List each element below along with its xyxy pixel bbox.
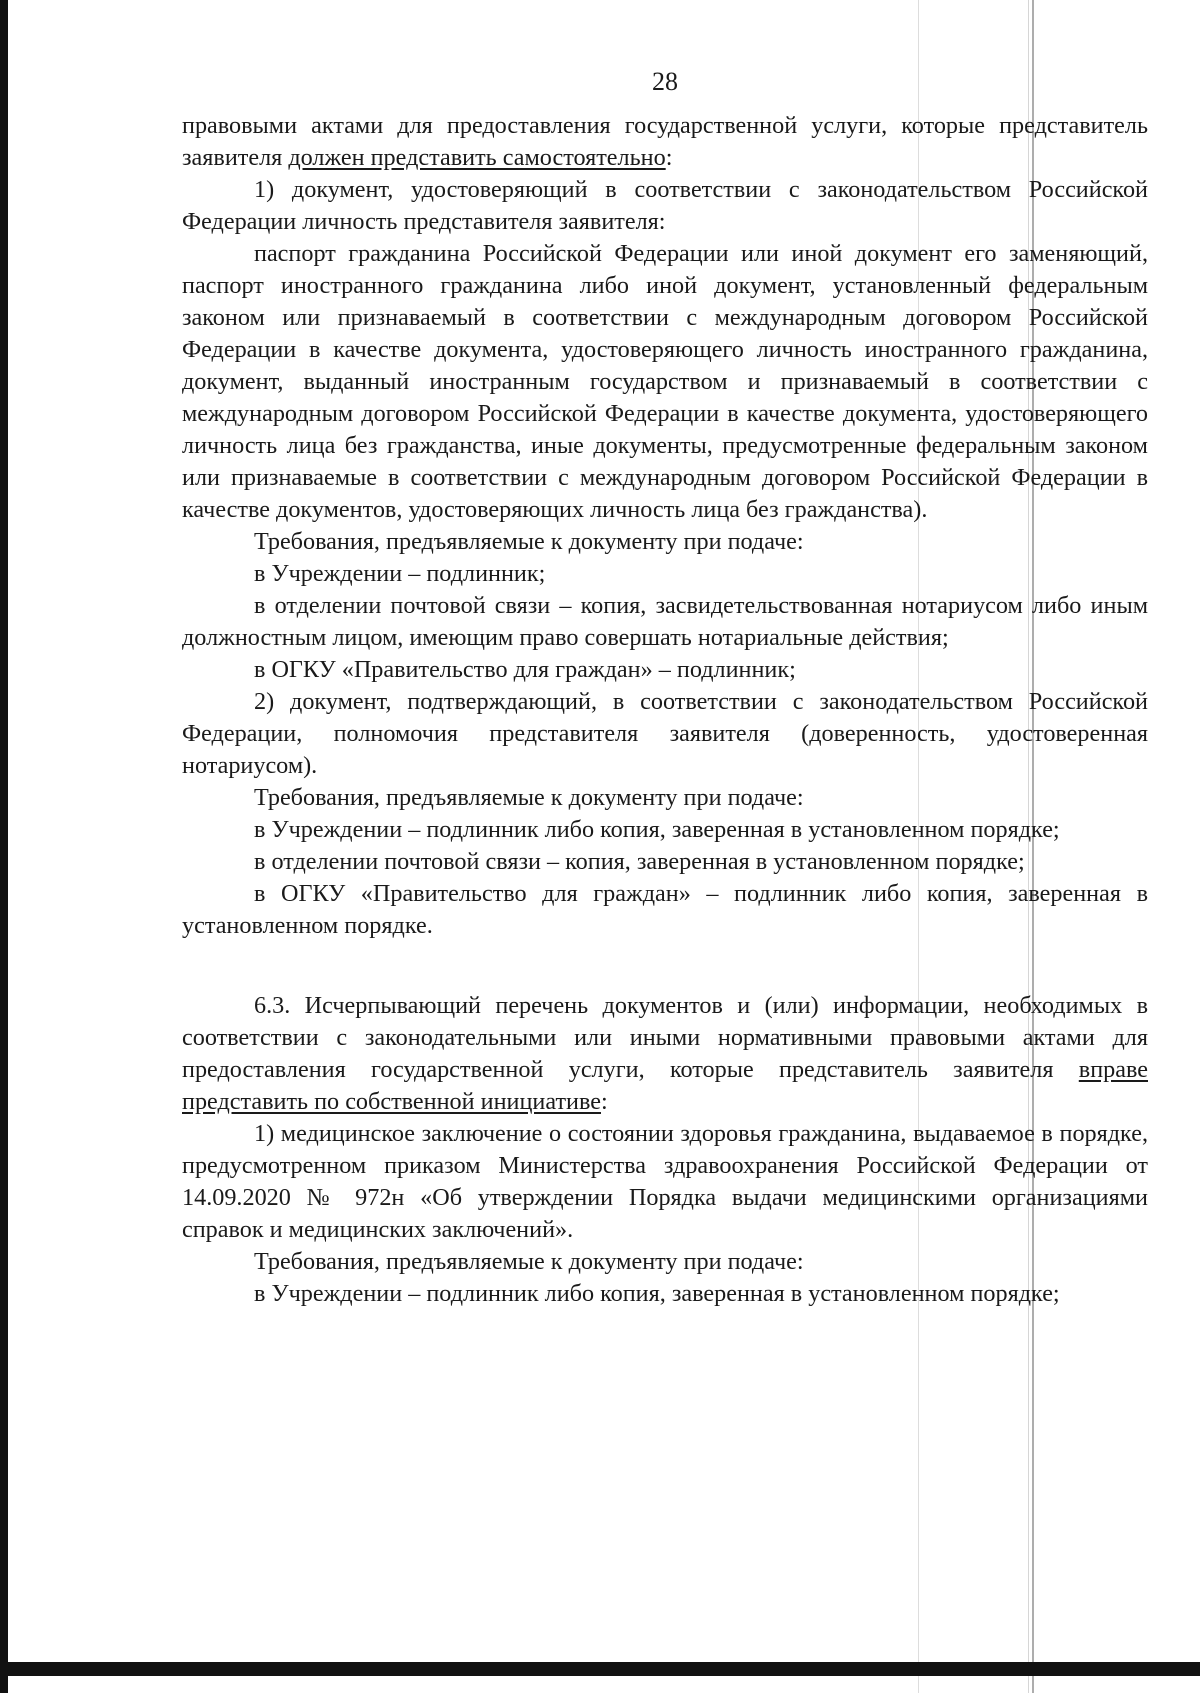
list-item: 1) медицинское заключение о состоянии здоровья гражданина, выдаваемое в порядке, предусмотренном приказом Министерства здравоохранения Российской Федерации от 14.09.2020 № 972н «Об утверждении Порядка выдачи медицинскими организациями справок и медицинских заключений».	[182, 1120, 1148, 1243]
list-item: 1) документ, удостоверяющий в соответствии с законодательством Российской Федерации личность представителя заявителя:	[182, 176, 1148, 235]
requirement-item: в Учреждении – подлинник либо копия, заверенная в установленном порядке;	[254, 1280, 1060, 1307]
scan-edge-bottom	[0, 1662, 1200, 1676]
requirement-item: в ОГКУ «Правительство для граждан» – подлинник либо копия, заверенная в установленном порядке.	[182, 880, 1148, 939]
requirement-item: в Учреждении – подлинник либо копия, заверенная в установленном порядке;	[254, 816, 1060, 843]
requirements-heading: Требования, предъявляемые к документу при подаче:	[254, 1248, 804, 1275]
scan-edge-left	[0, 0, 8, 1693]
requirement-item: в отделении почтовой связи – копия, заверенная в установленном порядке;	[254, 848, 1025, 875]
requirements-heading: Требования, предъявляемые к документу при подаче:	[254, 784, 804, 811]
requirements-heading: Требования, предъявляемые к документу при подаче:	[254, 528, 804, 555]
section-gap	[182, 942, 1148, 990]
document-body	[182, 110, 1148, 1310]
paragraph-section-6-3: 6.3. Исчерпывающий перечень документов и (или) информации, необходимых в соответствии с законодательными или иными нормативными правовыми актами для предоставления государственной услуги, которые представитель заявителя вправе представить по собственной инициативе:	[182, 992, 1148, 1115]
list-item: 2) документ, подтверждающий, в соответствии с законодательством Российской Федерации, полномочия представителя заявителя (доверенность, удостоверенная нотариусом).	[182, 688, 1148, 779]
page-number: 28	[652, 67, 678, 96]
requirement-item: в ОГКУ «Правительство для граждан» – подлинник;	[254, 656, 796, 683]
underlined-phrase: вправе представить по собственной инициативе	[182, 1056, 1148, 1115]
requirement-item: в Учреждении – подлинник;	[254, 560, 546, 587]
paragraph: паспорт гражданина Российской Федерации или иной документ его заменяющий, паспорт иностранного гражданина либо иной документ, установленный федеральным законом или признаваемый в соответствии с международным договором Российской Федерации в качестве документа, удостоверяющего личность иностранного гражданина, документ, выданный иностранным государством и признаваемый в соответствии с международным договором Российской Федерации в качестве документа, удостоверяющего личность лица без гражданства, иные документы, предусмотренные федеральным законом или признаваемые в соответствии с международным договором Российской Федерации в качестве документов, удостоверяющих личность лица без гражданства).	[182, 240, 1148, 523]
requirement-item: в отделении почтовой связи – копия, засвидетельствованная нотариусом либо иным должностным лицом, имеющим право совершать нотариальные действия;	[182, 592, 1148, 651]
paragraph-representative-docs-required: правовыми актами для предоставления государственной услуги, которые представитель заявителя должен представить самостоятельно:	[182, 112, 1148, 171]
underlined-phrase: должен представить самостоятельно	[288, 144, 666, 171]
